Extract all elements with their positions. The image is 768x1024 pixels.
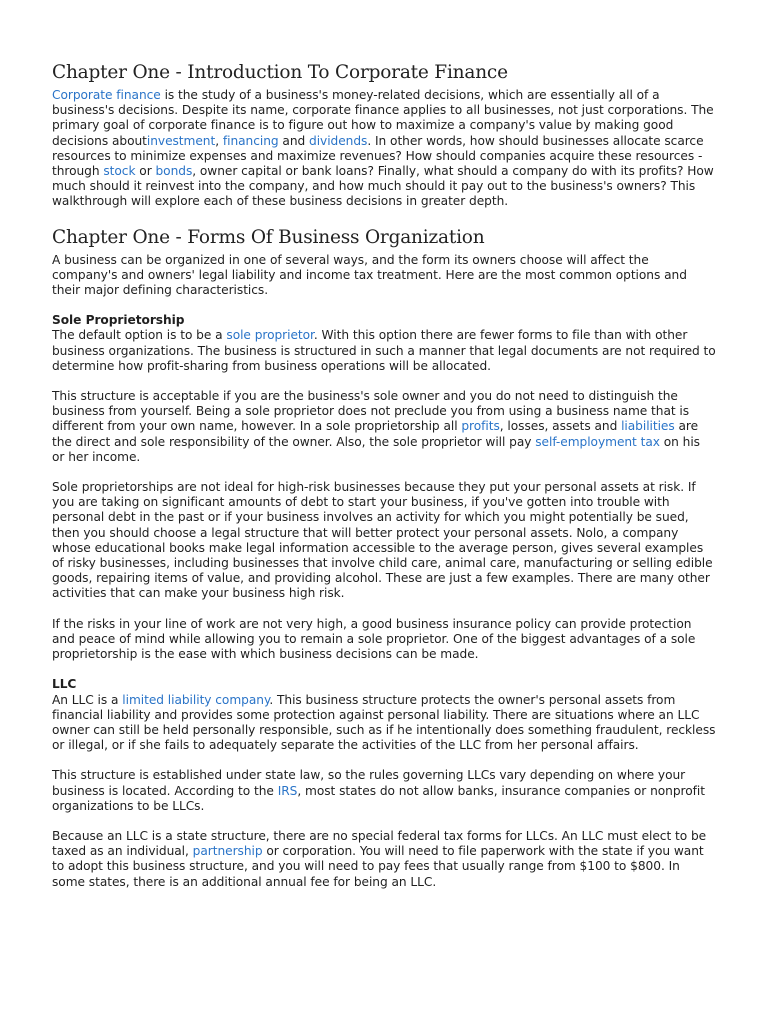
link-self-employment-tax[interactable]: self-employment tax bbox=[535, 434, 660, 449]
sole-paragraph-3: Sole proprietorships are not ideal for high-risk businesses because they put your personal assets at risk. If you are taking on significant amounts of debt to start your business, if you've gotten into trouble with personal debt in the past or if your business involves an activity for which you might potentially be sued, then you should choose a legal structure that will better protect your personal assets. Nolo, a company whose educational books make legal information accessible to the average person, gives several examples of risky businesses, including businesses that involve child care, animal care, manufacturing or selling edible goods, repairing items of value, and providing alcohol. These are just a few examples. There are many other activities that can make your business high risk. bbox=[52, 480, 713, 601]
document-page bbox=[52, 62, 716, 890]
link-liabilities[interactable]: liabilities bbox=[621, 419, 675, 434]
llc-paragraph-3: Because an LLC is a state structure, there are no special federal tax forms for LLCs. An LLC must elect to be taxed as an individual, partnership or corporation. You will need to file paperwork with the state if you want to adopt this business structure, and you will need to pay fees that usually range from $100 to $800. In some states, there is an additional annual fee for being an LLC. bbox=[52, 828, 707, 889]
sole-paragraph-1: The default option is to be a sole proprietor. With this option there are fewer forms to file than with other business organizations. The business is structured in such a manner that legal documents are not required to determine how profit-sharing from business operations will be allocated. bbox=[52, 328, 716, 373]
link-limited-liability-company[interactable]: limited liability company bbox=[122, 692, 270, 707]
sole-proprietorship-heading: Sole Proprietorship bbox=[52, 313, 185, 328]
link-bonds[interactable]: bonds bbox=[155, 164, 193, 179]
sole-paragraph-4: If the risks in your line of work are not very high, a good business insurance policy can provide protection and peace of mind while allowing you to remain a sole proprietor. One of the biggest advantages of a sole proprietorship is the ease with which business decisions can be made. bbox=[52, 616, 696, 662]
link-partnership[interactable]: partnership bbox=[192, 844, 263, 859]
llc-paragraph-2: This structure is established under state law, so the rules governing LLCs vary depending on where your business is located. According to the IRS, most states do not allow banks, insurance companies or nonprofit organizations to be LLCs. bbox=[52, 768, 705, 813]
link-sole-proprietor[interactable]: sole proprietor bbox=[226, 328, 314, 343]
chapter-title-forms: Chapter One - Forms Of Business Organization bbox=[52, 226, 485, 248]
sole-paragraph-2: This structure is acceptable if you are the business's sole owner and you do not need to distinguish the business from yourself. Being a sole proprietor does not preclude you from using a business name that is different from your own name, however. In a sole proprietorship all profits, losses, assets and liabilities are the direct and sole responsibility of the owner. Also, the sole proprietor will pay self-employment tax on his or her income. bbox=[52, 389, 700, 464]
link-corporate-finance[interactable]: Corporate finance bbox=[52, 88, 161, 102]
link-dividends[interactable]: dividends bbox=[309, 133, 368, 148]
link-irs[interactable]: IRS bbox=[277, 783, 298, 798]
link-investment[interactable]: investment bbox=[146, 133, 216, 148]
link-financing[interactable]: financing bbox=[222, 133, 279, 148]
llc-paragraph-1: An LLC is a limited liability company. This business structure protects the owner's personal assets from financial liability and provides some protection against personal liability. There are situations where an LLC owner can still be held personally responsible, such as if he intentionally does something fraudulent, reckless or illegal, or if she fails to adequately separate the activities of the LLC from her personal affairs. bbox=[52, 692, 716, 753]
link-profits[interactable]: profits bbox=[461, 419, 500, 434]
llc-heading: LLC bbox=[52, 677, 77, 692]
chapter-title-intro: Chapter One - Introduction To Corporate Finance bbox=[52, 62, 508, 83]
link-stock[interactable]: stock bbox=[103, 164, 136, 179]
intro-paragraph: Corporate finance is the study of a business's money-related decisions, which are essentially all of a business's decisions. Despite its name, corporate finance applies to all businesses, not just corporations. The primary goal of corporate finance is to figure out how to maximize a company's value by making good decisions aboutinvestment, financing and dividends. In other words, how should businesses allocate scarce resources to minimize expenses and maximize revenues? How should companies acquire these resources - through stock or bonds, owner capital or bank loans? Finally, what should a company do with its profits? How much should it reinvest into the company, and how much should it pay out to the business's owners? This walkthrough will explore each of these business decisions in greater depth. bbox=[52, 88, 714, 209]
forms-intro-paragraph: A business can be organized in one of several ways, and the form its owners choose will affect the company's and owners' legal liability and income tax treatment. Here are the most common options and their major defining characteristics. bbox=[52, 252, 687, 298]
